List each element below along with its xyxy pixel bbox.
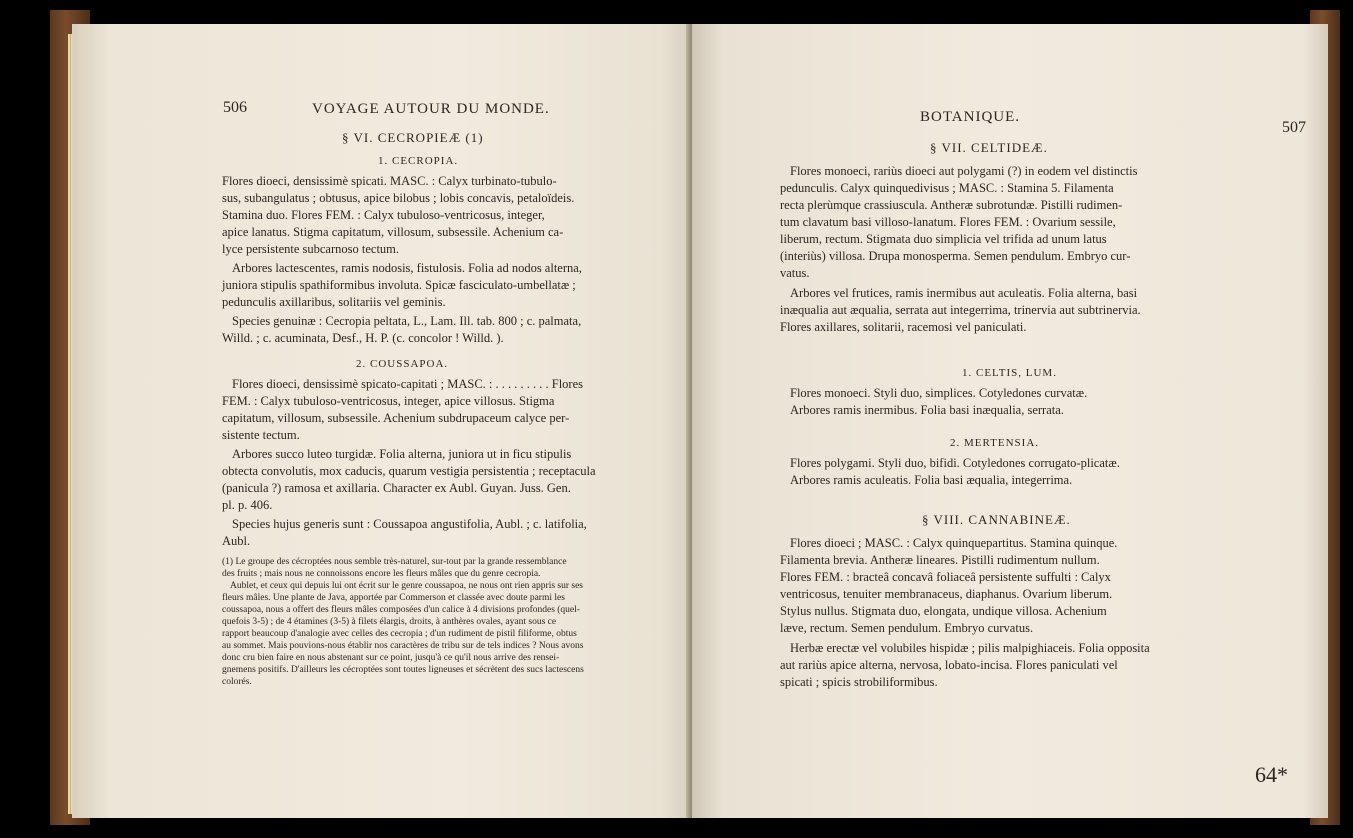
text-line: Stamina duo. Flores FEM. : Calyx tubuloso-ventricosus, integer, <box>222 208 545 222</box>
text-line: apice lanatus. Stigma capitatum, villosum, subsessile. Achenium ca- <box>222 225 564 239</box>
text-line: pedunculis. Calyx quinquedivisus ; MASC. : Stamina 5. Filamenta <box>780 181 1114 195</box>
text-line: Aubl. <box>222 534 251 548</box>
section-title: § VIII. CANNABINEÆ. <box>922 512 1071 527</box>
text-line: juniora stipulis spathiformibus involuta. Spicæ fasciculato-umbellatæ ; <box>222 278 576 292</box>
text-line: Flores polygami. Styli duo, bifidi. Cotyledones corrugato-plicatæ. <box>790 456 1120 470</box>
text-line: liberum, rectum. Stigmata duo simplicia vel trifida ad unum latus <box>780 232 1107 246</box>
page-number: 506 <box>223 99 247 116</box>
footnote-line: fleurs mâles. Une plante de Java, apportée par Commerson et classée avec doute parmi les <box>222 593 565 603</box>
text-line: Willd. ; c. acuminata, Desf., H. P. (c. concolor ! Willd. ). <box>222 331 504 345</box>
text-line: ventricosus, tenuiter membranaceus, diaphanus. Ovarium liberum. <box>780 587 1113 601</box>
footnote-line: (1) Le groupe des cécroptées nous semble très-naturel, sur-tout par la grande ressemblance <box>222 557 567 567</box>
text-line: Arbores succo luteo turgidæ. Folia alterna, juniora ut in ficu stipulis <box>232 447 572 461</box>
text-line: aut rariùs apice alterna, nervosa, lobato-incisa. Flores paniculati vel <box>780 658 1118 672</box>
text-line: sistente tectum. <box>222 428 300 442</box>
text-line: Arbores ramis aculeatis. Folia basi æqualia, integerrima. <box>790 473 1073 487</box>
left-page <box>72 24 712 818</box>
section-title: § VII. CELTIDEÆ. <box>930 140 1048 155</box>
text-line: obtecta convolutis, mox caducis, quarum vestigia persistentia ; receptacula <box>222 464 596 478</box>
text-line: pl. p. 406. <box>222 498 273 512</box>
text-line: Flores dioeci, densissimè spicato-capitati ; MASC. : . . . . . . . . . Flores <box>232 377 584 391</box>
page-number: 507 <box>1282 119 1306 136</box>
text-line: recta plerùmque crassiuscula. Antheræ subrotundæ. Pistilli rudimen- <box>780 198 1123 212</box>
text-line: Arbores lactescentes, ramis nodosis, fistulosis. Folia ad nodos alterna, <box>232 261 582 275</box>
right-page <box>692 24 1328 818</box>
text-line: vatus. <box>780 266 810 280</box>
section-title: § VI. CECROPIEÆ (1) <box>342 130 484 145</box>
genus-title: 1. CELTIS, LUM. <box>962 367 1057 379</box>
signature-mark: 64* <box>1255 762 1288 787</box>
footnote-line: au sommet. Mais pouvions-nous établir nos caractères de tribu sur de tels indices ? Nous avons <box>222 641 584 651</box>
open-book <box>20 10 1340 825</box>
text-line: lyce persistente subcarnoso tectum. <box>222 242 400 256</box>
text-line: Arbores vel frutices, ramis inermibus aut aculeatis. Folia alterna, basi <box>790 286 1138 300</box>
text-line: Species hujus generis sunt : Coussapoa angustifolia, Aubl. ; c. latifolia, <box>232 517 587 531</box>
text-line: FEM. : Calyx tubuloso-ventricosus, integer, apice villosus. Stigma <box>222 394 555 408</box>
footnote-line: Aublet, et ceux qui depuis lui ont écrit sur le genre coussapoa, ne nous ont rien appris sur ses <box>230 581 583 591</box>
text-line: Flores dioeci ; MASC. : Calyx quinquepartitus. Stamina quinque. <box>790 536 1118 550</box>
footnote-line: coussapoa, nous a offert des fleurs mâles composées d'un calice à 4 divisions profondes (quel- <box>222 605 580 615</box>
text-line: inæqualia aut æqualia, serrata aut integerrima, trinervia aut subtrinervia. <box>780 303 1141 317</box>
text-line: Arbores ramis inermibus. Folia basi inæqualia, serrata. <box>790 403 1064 417</box>
text-line: Species genuinæ : Cecropia peltata, L., Lam. Ill. tab. 800 ; c. palmata, <box>232 314 582 328</box>
text-line: Flores monoeci, rariùs dioeci aut polygami (?) in eodem vel distinctis <box>790 164 1138 178</box>
text-line: Flores dioeci, densissimè spicati. MASC. : Calyx turbinato-tubulo- <box>222 174 557 188</box>
text-line: Flores monoeci. Styli duo, simplices. Cotyledones curvatæ. <box>790 386 1088 400</box>
text-line: læve, rectum. Semen pendulum. Embryo curvatus. <box>780 621 1034 635</box>
text-line: sus, subangulatus ; obtusus, apice bilobus ; lobis concavis, petaloïdeis. <box>222 191 575 205</box>
text-line: Flores FEM. : bracteâ concavâ foliaceâ persistente suffulti : Calyx <box>780 570 1111 584</box>
text-line: (interiùs) villosa. Drupa monosperma. Semen pendulum. Embryo cur- <box>780 249 1131 263</box>
footnote-line: colorés. <box>222 677 252 687</box>
text-line: (panicula ?) ramosa et axillaria. Character ex Aubl. Guyan. Juss. Gen. <box>222 481 571 495</box>
running-head: VOYAGE AUTOUR DU MONDE. <box>312 101 550 117</box>
footnote-line: donc cru bien faire en nous abstenant sur ce point, jusqu'à ce qu'il nous arrive des rensei- <box>222 653 560 663</box>
genus-title: 2. COUSSAPOA. <box>356 358 449 370</box>
text-line: Flores axillares, solitarii, racemosi vel paniculati. <box>780 320 1027 334</box>
text-line: tum clavatum basi villoso-lanatum. Flores FEM. : Ovarium sessile, <box>780 215 1116 229</box>
text-line: pedunculis axillaribus, solitariis vel geminis. <box>222 295 446 309</box>
footnote-line: quefois 3-5) ; de 4 étamines (3-5) à filets élargis, droits, à anthères ovales, ayant sous ce <box>222 617 557 627</box>
text-line: Herbæ erectæ vel volubiles hispidæ ; pilis malpighiaceis. Folia opposita <box>790 641 1150 655</box>
footnote-line: rapport beaucoup d'analogie avec celles des cecropia ; d'un rudiment de pistil filiforme, obtus <box>222 629 577 639</box>
text-line: capitatum, villosum, subsessile. Achenium subdrupaceum calyce per- <box>222 411 570 425</box>
text-line: Filamenta brevia. Antheræ lineares. Pistilli rudimentum nullum. <box>780 553 1100 567</box>
footnote-line: gnemens positifs. D'ailleurs les cécroptées sont toutes ligneuses et sécrètent des sucs lactescens <box>222 665 584 675</box>
running-head: BOTANIQUE. <box>920 109 1021 125</box>
footnote-line: des fruits ; mais nous ne connoissons encore les fleurs mâles que du genre cecropia. <box>222 569 541 579</box>
text-line: spicati ; spicis strobiliformibus. <box>780 675 938 689</box>
genus-title: 2. MERTENSIA. <box>950 437 1040 449</box>
text-line: Stylus nullus. Stigmata duo, elongata, undique villosa. Achenium <box>780 604 1107 618</box>
genus-title: 1. CECROPIA. <box>378 155 459 167</box>
